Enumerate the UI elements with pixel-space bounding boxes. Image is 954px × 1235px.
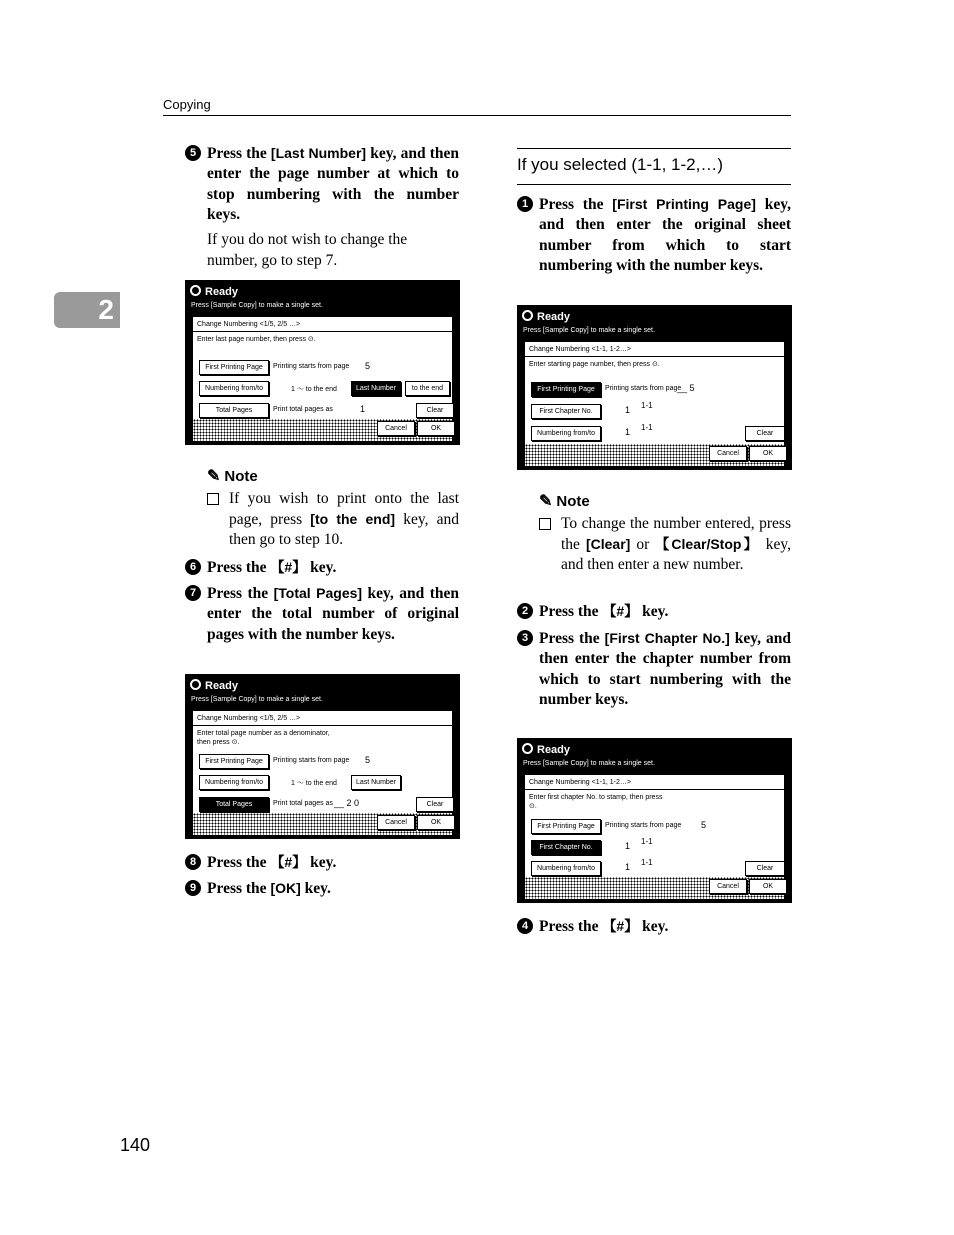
key-hash: 【#】 [270,559,307,575]
key-hash: 【#】 [602,603,639,619]
note-item: If you wish to print onto the last page, press [to the end] key, and then go to step 10. [207,489,459,550]
screen-first-chapter-no [517,738,792,903]
screen-panel [193,711,452,835]
printing-starts-label: Printing starts from page [273,757,350,764]
range-value: 1 〜 to the end [291,780,337,787]
screen-panel [193,317,452,441]
ready-icon [190,285,201,296]
printing-starts-label: Printing starts from page [605,822,682,829]
step-number: 2 [517,603,533,619]
step-5: 5 Press the [Last Number] key, and then enter the page number at which to stop numbering with the number keys. [185,143,459,225]
key-total-pages: [Total Pages] [273,585,363,601]
ok-button[interactable]: OK [749,446,787,461]
ok-button[interactable]: OK [749,879,787,894]
step-4: 4 Press the 【#】 key. [517,916,791,937]
instruction: Enter starting page number, then press ⊙. [529,361,660,368]
first-page-value: __ 5 [677,383,695,393]
mode-label: Change Numbering <1-1, 1-2…> [529,346,631,353]
range-value: 1 〜 to the end [291,386,337,393]
total-pages-value: __ 2 0 [334,798,360,808]
total-pages-value: 1 [360,404,366,414]
chapter-value: 1 [625,841,631,851]
range-format: 1-1 [641,858,653,867]
ready-title: Ready [190,285,238,298]
clear-button[interactable]: Clear [416,797,454,812]
step-number: 3 [517,630,533,646]
mode-label: Change Numbering <1-1, 1-2…> [529,779,631,786]
step-number: 7 [185,585,201,601]
total-pages-label: Print total pages as [273,800,333,807]
to-the-end-button[interactable]: to the end [405,381,450,396]
first-page-value: 5 [365,755,371,765]
ready-icon [522,310,533,321]
instruction: Enter last page number, then press ⊙. [197,336,316,343]
chapter-format: 1-1 [641,401,653,410]
ready-title: Ready [190,679,238,692]
key-first-chapter-no: [First Chapter No.] [604,630,730,646]
first-chapter-no-button[interactable]: First Chapter No. [531,404,601,419]
pencil-icon: ✎ [539,493,553,510]
key-ok: [OK] [270,880,301,896]
cancel-button[interactable]: Cancel [709,446,747,461]
screen-last-number [185,280,460,445]
section-label: If you selected (1-1, 1-2,…) [517,155,723,174]
cancel-button[interactable]: Cancel [377,815,415,830]
step-5-note: If you do not wish to change the number, go to step 7. [207,231,408,269]
note-item: To change the number entered, press the [Clear] or 【Clear/Stop】 key, and then enter a new number. [539,514,791,575]
key-clear: [Clear] [585,536,631,552]
screen-total-pages [185,674,460,839]
key-clear-stop: 【Clear/Stop】 [655,536,760,552]
instruction: Enter first chapter No. to stamp, then press ⊙. [529,794,663,810]
numbering-from-to-button[interactable]: Numbering from/to [199,775,269,790]
step-6: 6 Press the 【#】 key. [185,557,459,578]
key-to-the-end: [to the end] [310,511,396,527]
screen-panel [525,775,784,899]
cancel-button[interactable]: Cancel [709,879,747,894]
checkbox-bullet-icon [207,493,219,505]
first-page-value: 5 [365,361,371,371]
ok-button[interactable]: OK [417,815,455,830]
step-number: 5 [185,145,201,161]
note-heading: ✎ Note [539,493,590,510]
step-number: 4 [517,918,533,934]
key-last-number: [Last Number] [270,145,367,161]
numbering-from-to-button[interactable]: Numbering from/to [199,381,269,396]
checkbox-bullet-icon [539,518,551,530]
step-8: 8 Press the 【#】 key. [185,852,459,873]
step-7: 7 Press the [Total Pages] key, and then enter the total number of original pages with the number keys. [185,583,459,645]
ready-icon [190,679,201,690]
note-heading: ✎ Note [207,468,258,485]
first-printing-page-button[interactable]: First Printing Page [531,382,601,397]
key-first-printing-page: [First Printing Page] [612,196,756,212]
clear-button[interactable]: Clear [745,426,785,441]
first-printing-page-button[interactable]: First Printing Page [531,819,601,834]
first-chapter-no-button[interactable]: First Chapter No. [531,840,601,855]
screen-subtitle: Press [Sample Copy] to make a single set. [523,327,655,334]
screen-subtitle: Press [Sample Copy] to make a single set. [523,760,655,767]
step-number: 9 [185,880,201,896]
screen-subtitle: Press [Sample Copy] to make a single set. [191,302,323,309]
total-pages-button[interactable]: Total Pages [199,797,269,812]
numbering-from-to-button[interactable]: Numbering from/to [531,861,601,876]
step-number: 6 [185,559,201,575]
ready-icon [522,743,533,754]
range-format: 1-1 [641,423,653,432]
range-value: 1 [625,427,631,437]
header-rule [163,115,791,116]
clear-button[interactable]: Clear [745,861,785,876]
printing-starts-label: Printing starts from page [273,363,350,370]
clear-button[interactable]: Clear [416,403,454,418]
instruction: Enter total page number as a denominator, then press ⊙. [197,730,330,746]
first-printing-page-button[interactable]: First Printing Page [199,754,269,769]
total-pages-label: Print total pages as [273,406,333,413]
mode-label: Change Numbering <1/5, 2/5 …> [197,321,301,328]
pencil-icon: ✎ [207,468,221,485]
step-number: 8 [185,854,201,870]
first-printing-page-button[interactable]: First Printing Page [199,360,269,375]
step-1: 1 Press the [First Printing Page] key, and then enter the original sheet number from which to start numbering with the number keys. [517,194,791,276]
ready-title: Ready [522,310,570,323]
numbering-from-to-button[interactable]: Numbering from/to [531,426,601,441]
ok-button[interactable]: OK [417,421,455,436]
key-hash: 【#】 [602,918,639,934]
step-3: 3 Press the [First Chapter No.] key, and then enter the chapter number from which to start numbering with the number keys. [517,628,791,710]
key-hash: 【#】 [270,854,307,870]
chapter-value: 1 [625,405,631,415]
screen-first-printing-page [517,305,792,470]
screen-subtitle: Press [Sample Copy] to make a single set. [191,696,323,703]
step-9: 9 Press the [OK] key. [185,878,459,899]
range-value: 1 [625,862,631,872]
last-number-button[interactable]: Last Number [351,775,401,790]
last-number-button[interactable]: Last Number [351,381,401,396]
screen-panel [525,342,784,466]
mode-label: Change Numbering <1/5, 2/5 …> [197,715,301,722]
chapter-number: 2 [98,294,114,325]
chapter-format: 1-1 [641,837,653,846]
chapter-tab [54,292,120,328]
step-2: 2 Press the 【#】 key. [517,601,791,622]
cancel-button[interactable]: Cancel [377,421,415,436]
step-number: 1 [517,196,533,212]
printing-starts-label: Printing starts from page [605,385,682,392]
page-number: 140 [120,1135,151,1155]
ready-title: Ready [522,743,570,756]
first-page-value: 5 [701,820,707,830]
running-header: Copying [163,97,211,112]
total-pages-button[interactable]: Total Pages [199,403,269,418]
